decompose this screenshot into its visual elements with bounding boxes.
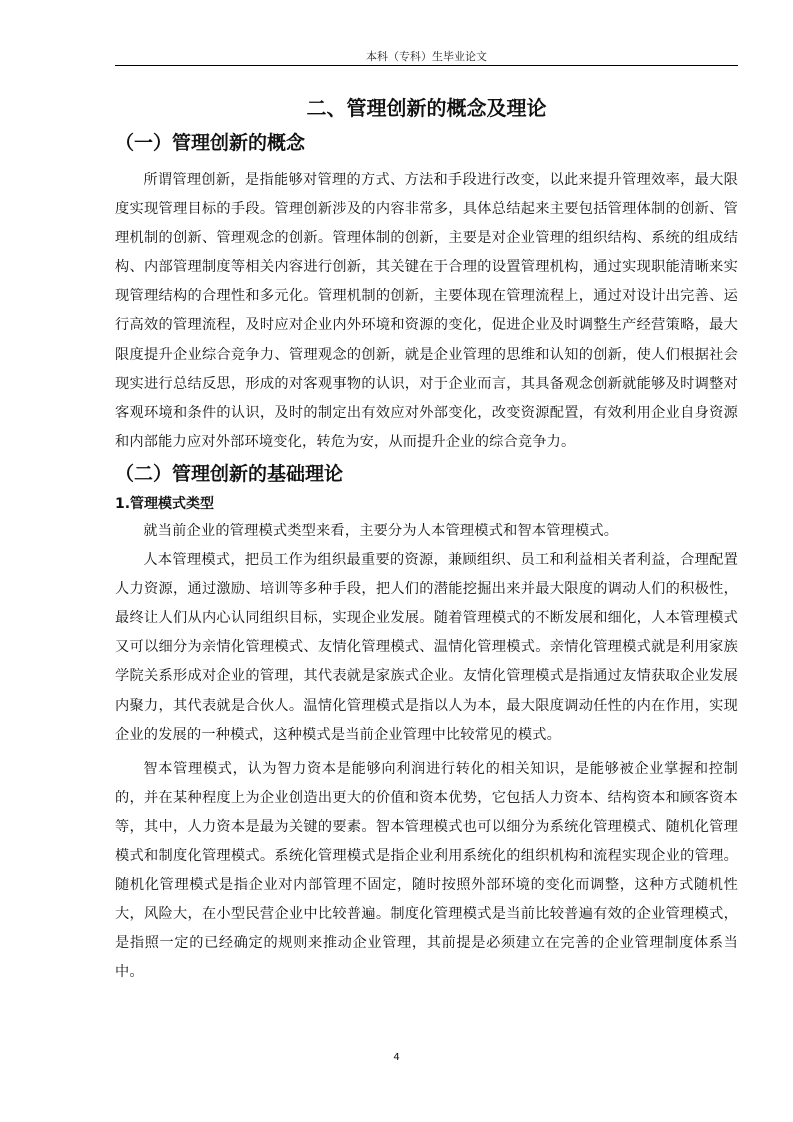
section-heading-concept: （一）管理创新的概念: [115, 132, 306, 154]
paragraph-intellectual-model: 智本管理模式，认为智力资本是能够向利润进行转化的相关知识，是能够被企业掌握和控制的，并在某种程度上为企业创造出更大的价值和资本优势，它包括人力资本、结构资本和顾客资本等，其中，人力资本是最为关键的要素。智本管理模式也可以细分为系统化管理模式、随机化管理模式和制度化管理模式。系统化管理模式是指企业利用系统化的组织机构和流程实现企业的管理。随机化管理模式是指企业对内部管理不固定，随时按照外部环境的变化而调整，这种方式随机性大，风险大，在小型民营企业中比较普遍。制度化管理模式是当前比较普遍有效的企业管理模式，是指照一定的已经确定的规则来推动企业管理，其前提是必须建立在完善的企业管理制度体系当中。: [115, 760, 738, 981]
paragraph-humanistic-model: 人本管理模式，把员工作为组织最重要的资源，兼顾组织、员工和利益相关者利益，合理配置人力资源，通过激励、培训等多种手段，把人们的潜能挖掘出来并最大限度的调动人们的积极性，最终让人们从内心认同组织目标，实现企业发展。随着管理模式的不断发展和细化，人本管理模式又可以细分为亲情化管理模式、友情化管理模式、温情化管理模式。亲情化管理模式就是利用家族学院关系形成对企业的管理，其代表就是家族式企业。友情化管理模式是指通过友情获取企业发展内聚力，其代表就是合伙人。温情化管理模式是指以人为本，最大限度调动任性的内在作用，实现企业的发展的一种模式，这种模式是当前企业管理中比较常见的模式。: [115, 552, 738, 743]
paragraph-concept: 所谓管理创新，是指能够对管理的方式、方法和手段进行改变，以此来提升管理效率，最大限度实现管理目标的手段。管理创新涉及的内容非常多，具体总结起来主要包括管理体制的创新、管理机制的创新、管理观念的创新。管理体制的创新，主要是对企业管理的组织结构、系统的组成结构、内部管理制度等相关内容进行创新，其关键在于合理的设置管理机构，通过实现职能清晰来实现管理结构的合理性和多元化。管理机制的创新，主要体现在管理流程上，通过对设计出完善、运行高效的管理流程，及时应对企业内外环境和资源的变化，促进企业及时调整生产经营策略，最大限度提升企业综合竞争力、管理观念的创新，就是企业管理的思维和认知的创新，使人们根据社会现实进行总结反思，形成的对客观事物的认识，对于企业而言，其具备观念创新就能够及时调整对客观环境和条件的认识，及时的制定出有效应对外部变化，改变资源配置，有效利用企业自身资源和内部能力应对外部环境变化，转危为安，从而提升企业的综合竞争力。: [115, 172, 738, 450]
section-heading-theory: （二）管理创新的基础理论: [115, 462, 344, 485]
page-content: [115, 90, 738, 987]
chapter-title: 二、管理创新的概念及理论: [306, 96, 547, 120]
header-rule: [115, 65, 738, 66]
running-header: 本科（专科）生毕业论文: [366, 50, 487, 63]
subsection-heading-model-types: 1.管理模式类型: [115, 495, 215, 512]
page-number: 4: [393, 1052, 400, 1063]
paragraph-intro: 就当前企业的管理模式类型来看，主要分为人本管理模式和智本管理模式。: [143, 522, 619, 539]
